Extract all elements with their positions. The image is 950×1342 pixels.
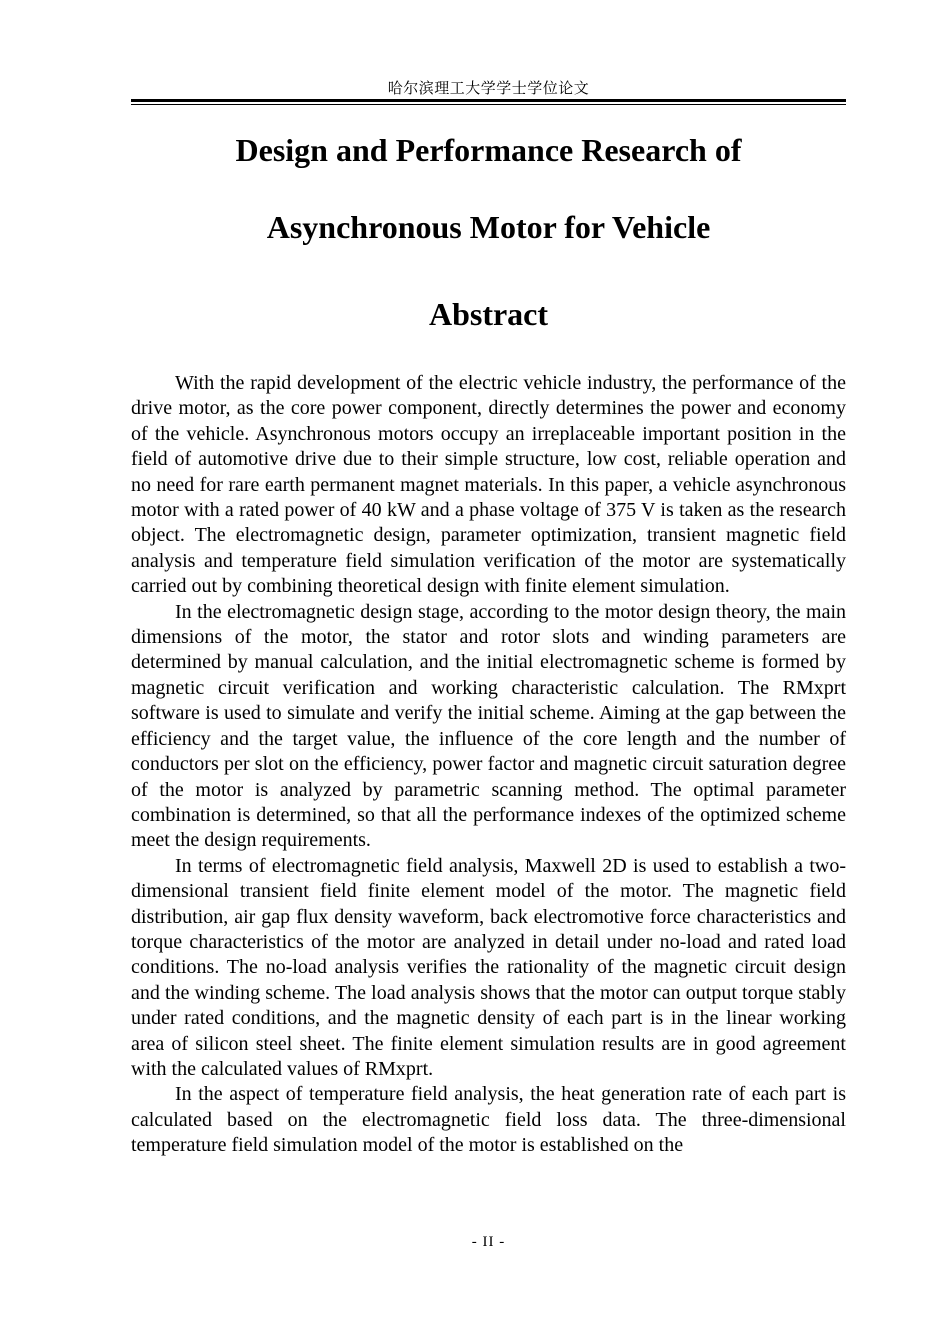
abstract-paragraph-1: With the rapid development of the electric vehicle industry, the performance of the drive motor, as the core power component, directly determines the power and economy of the vehicle. Asynchronous motors occupy an irreplaceable important position in the field of automotive drive due to their simple structure, low cost, reliable operation and no need for rare earth permanent magnet materials. In this paper, a vehicle asynchronous motor with a rated power of 40 kW and a phase voltage of 375 V is taken as the research object. The electromagnetic design, parameter optimization, transient magnetic field analysis and temperature field simulation verification of the motor are systematically carried out by combining theoretical design with finite element simulation. [131,372,846,598]
page-number: - II - [471,1234,506,1250]
abstract-body [131,371,846,1159]
abstract-paragraph-3: In terms of electromagnetic field analysis, Maxwell 2D is used to establish a two-dimensional transient field finite element model of the motor. The magnetic field distribution, air gap flux density waveform, back electromotive force characteristics and torque characteristics of the motor are analyzed in detail under no-load and rated load conditions. The no-load analysis verifies the rationality of the magnetic circuit design and the winding scheme. The load analysis shows that the motor can output torque stably under rated conditions, and the magnetic density of each part is in the linear working area of silicon steel sheet. The finite element simulation results are in good agreement with the calculated values of RMxprt. [131,854,846,1080]
abstract-heading: Abstract [428,296,549,332]
abstract-paragraph-4: In the aspect of temperature field analysis, the heat generation rate of each part is calculated based on the electromagnetic field loss data. The three-dimensional temperature field simulation model of the motor is established on the [131,1083,846,1157]
title-line-1: Design and Performance Research of [235,132,742,168]
title-line-2: Asynchronous Motor for Vehicle [266,209,711,245]
header-rule-thin [131,104,846,105]
header-rule-thick [131,99,846,102]
running-header: 哈尔滨理工大学学士学位论文 [387,79,590,97]
abstract-paragraph-2: In the electromagnetic design stage, according to the motor design theory, the main dimensions of the motor, the stator and rotor slots and winding parameters are determined by manual calculation, and the initial electromagnetic scheme is formed by magnetic circuit verification and working characteristic calculation. The RMxprt software is used to simulate and verify the initial scheme. Aiming at the gap between the efficiency and the target value, the influence of the core length and the number of conductors per slot on the efficiency, power factor and magnetic circuit saturation degree of the motor is analyzed by parametric scanning method. The optimal parameter combination is determined, so that all the performance indexes of the optimized scheme meet the design requirements. [131,600,846,852]
